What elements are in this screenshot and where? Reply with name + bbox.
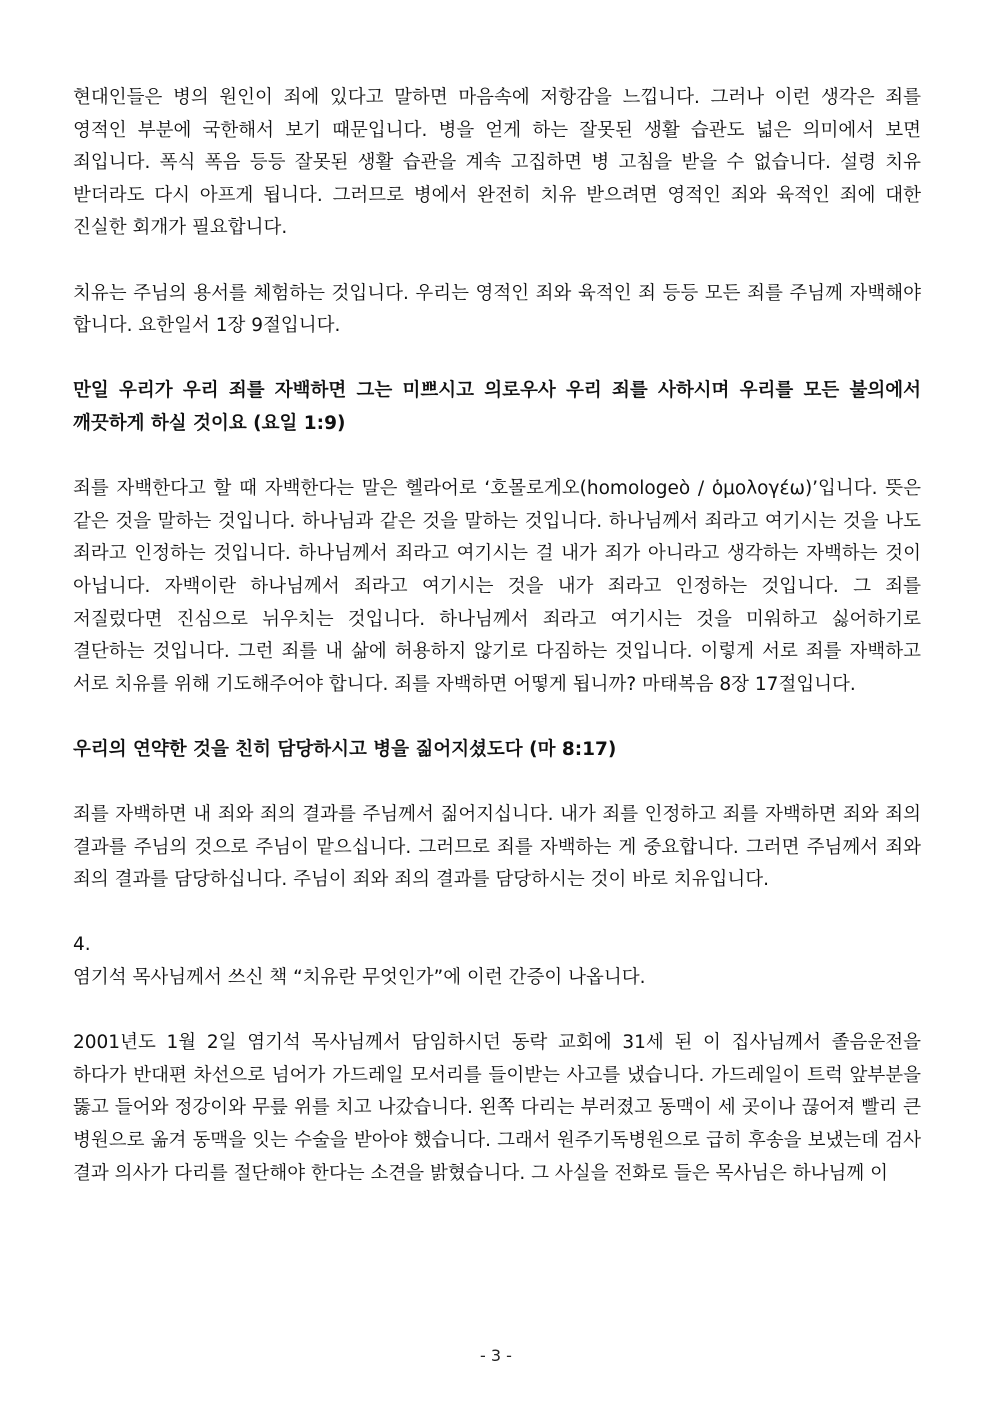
document-body — [73, 82, 921, 1223]
paragraph-healing-forgiveness: 치유는 주님의 용서를 체험하는 것입니다. 우리는 영적인 죄와 육적인 죄 등등 모든 죄를 주님께 자백해야 합니다. 요한일서 1장 9절입니다. — [73, 282, 921, 337]
paragraph-testimony: 2001년도 1월 2일 염기석 목사님께서 담임하시던 동락 교회에 31세 된 이 집사님께서 졸음운전을 하다가 반대편 차선으로 넘어가 가드레일 모서리를 들이받는 사고를 냈습니다. 가드레일이 트럭 앞부분을 뚫고 들어와 정강이와 무릎 위를 치고 나갔습니다. 왼쪽 다리는 부러졌고 동맥이 세 곳이나 끊어져 빨리 큰 병원으로 옮겨 동맥을 잇는 수술을 받아야 했습니다. 그래서 원주기독병원으로 급히 후송을 보냈는데 검사 결과 의사가 다리를 절단해야 한다는 소견을 밝혔습니다. 그 사실을 전화로 들은 목사님은 하나님께 이 — [73, 1032, 921, 1184]
page-number: - 3 - — [480, 1346, 512, 1365]
bible-verse-1john-1-9: 만일 우리가 우리 죄를 자백하면 그는 미쁘시고 의로우사 우리 죄를 사하시며 우리를 모든 불의에서 깨끗하게 하실 것이요 (요일 1:9) — [73, 380, 921, 434]
paragraph-book-intro: 염기석 목사님께서 쓰신 책 “치유란 무엇인가”에 이런 간증이 나옵니다. — [73, 967, 646, 989]
bible-verse-matthew-8-17: 우리의 연약한 것을 친히 담당하시고 병을 짊어지셨도다 (마 8:17) — [73, 738, 617, 760]
section-number: 4. — [73, 934, 91, 956]
paragraph-confession-meaning: 죄를 자백한다고 할 때 자백한다는 말은 헬라어로 ‘호몰로게오(homologeò / ὁμολογέω)’입니다. 뜻은 같은 것을 말하는 것입니다. 하나님과 같은 것을 말하는 것입니다. 하나님께서 죄라고 여기시는 것을 나도 죄라고 인정하는 것입니다. 하나님께서 죄라고 여기시는 걸 내가 죄가 아니라고 생각하는 자백하는 것이 아닙니다. 자백이란 하나님께서 죄라고 여기시는 것을 내가 죄라고 인정하는 것입니다. 그 죄를 저질렀다면 진심으로 뉘우치는 것입니다. 하나님께서 죄라고 여기시는 것을 미워하고 싫어하기로 결단하는 것입니다. 그런 죄를 내 삶에 허용하지 않기로 다짐하는 것입니다. 이렇게 서로 죄를 자백하고 서로 치유를 위해 기도해주어야 합니다. 죄를 자백하면 어떻게 됩니까? 마태복음 8장 17절입니다. — [73, 478, 921, 695]
paragraph-sin-and-illness: 현대인들은 병의 원인이 죄에 있다고 말하면 마음속에 저항감을 느낍니다. 그러나 이런 생각은 죄를 영적인 부분에 국한해서 보기 때문입니다. 병을 얻게 하는 잘못된 생활 습관도 넓은 의미에서 보면 죄입니다. 폭식 폭음 등등 잘못된 생활 습관을 계속 고집하면 병 고침을 받을 수 없습니다. 설령 치유 받더라도 다시 아프게 됩니다. 그러므로 병에서 완전히 치유 받으려면 영적인 죄와 육적인 죄에 대한 진실한 회개가 필요합니다. — [73, 87, 921, 239]
paragraph-confession-result: 죄를 자백하면 내 죄와 죄의 결과를 주님께서 짊어지십니다. 내가 죄를 인정하고 죄를 자백하면 죄와 죄의 결과를 주님의 것으로 주님이 맡으십니다. 그러므로 죄를 자백하는 게 중요합니다. 그러면 주님께서 죄와 죄의 결과를 담당하십니다. 주님이 죄와 죄의 결과를 담당하시는 것이 바로 치유입니다. — [73, 804, 921, 891]
